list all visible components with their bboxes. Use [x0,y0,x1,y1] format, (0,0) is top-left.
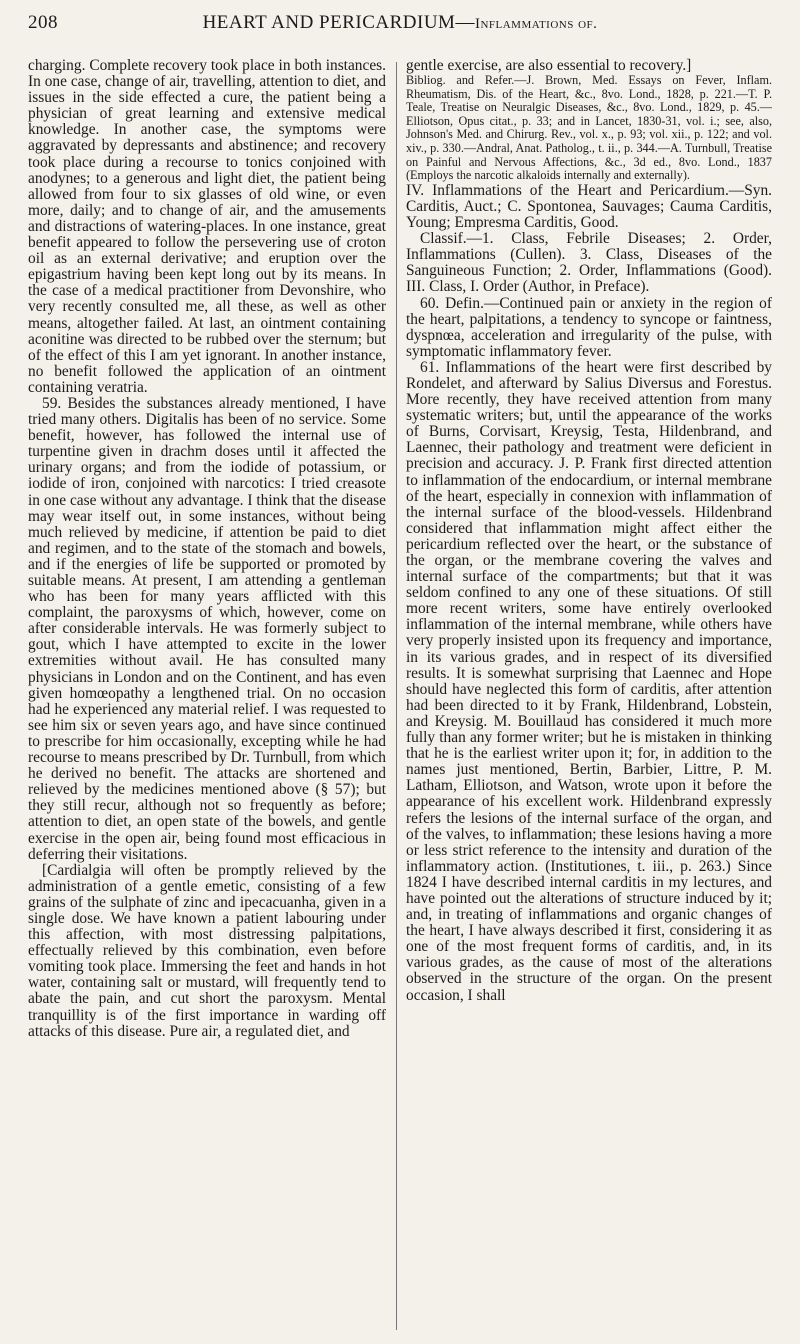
column-divider [396,62,397,1330]
running-title [28,12,772,34]
running-title-main: HEART AND PERICARDIUM— [202,12,475,33]
paragraph-60-definition: 60. Defin.—Continued pain or anxiety in the region of the heart, palpitations, a tendency to syncope or faintness, dyspnœa, acceleration and irregularity of the pulse, with symptomatic inflammatory fever. [406,294,772,360]
right-column [406,58,772,1333]
section-heading-inflammations: IV. Inflammations of the Heart and Pericardium.—Syn. Carditis, Auct.; C. Spontonea, Sauvages; Cauma Carditis, Young; Empresma Carditis, Good. [406,181,772,232]
bibliography-references: Bibliog. and Refer.—J. Brown, Med. Essays on Fever, Inflam. Rheumatism, Dis. of the Heart, &c., 8vo. Lond., 1828, p. 221.—T. P. Teale, Treatise on Neuralgic Diseases, &c., 8vo. Lond., 1829, p. 45.—Elliotson, Opus citat., p. 33; and in Lancet, 1830-31, vol. i.; see, also, Johnson's Med. and Chirurg. Rev., vol. x., p. 93; vol. xii., p. 122; and vol. xiv., p. 330.—Andral, Anat. Patholog., t. ii., p. 344.—A. Turnbull, Treatise on Painful and Nervous Affections, &c., 3d ed., 8vo. Lond., 1837 (Employs the narcotic alkaloids internally and externally). [406,73,772,183]
paragraph-61: 61. Inflammations of the heart were first described by Rondelet, and afterward by Salius Diversus and Forestus. More recently, they have received attention from many systematic writers; but, until the appearance of the works of Burns, Corvisart, Kreysig, Testa, Hildenbrand, and Laennec, their pathology and treatment were deficient in precision and accuracy. J. P. Frank first directed attention to inflammation of the endocardium, or internal membrane of the heart, especially in connexion with inflammation of the internal surface of the blood-vessels. Hildenbrand considered that inflammation might affect either the pericardium reflected over the heart, or the substance of the organ, or the membrane covering the valves and internal surface of the compartments; but that it was seldom confined to any one of these situations. Of still more recent writers, some have entirely overlooked inflammation of the internal membrane, while others have very properly insisted upon its frequency and importance, in its various grades, and in respect of its diversified results. It is somewhat surprising that Laennec and Hope should have neglected this form of carditis, after attention had been directed to it by Frank, Hildenbrand, Lobstein, and Kreysig. M. Bouillaud has considered it much more fully than any former writer; but he is mistaken in thinking that he is the earliest writer upon it; for, in addition to the names just mentioned, Bertin, Barbier, Littre, P. M. Latham, Elliotson, and Watson, wrote upon it before the appearance of his excellent work. Hildenbrand expressly refers the lesions of the internal surface of the organ, and of the valves, to inflammation; these lesions having a more or less strict reference to the intensity and duration of the inflammatory action. (Institutiones, t. iii., p. 263.) Since 1824 I have described internal carditis in my lectures, and have pointed out the alterations of structure induced by it; and, in treating of inflammations and organic changes of the heart, I have always described it first, considering it as one of the most frequent forms of carditis, and, in its various grades, as the cause of most of the alterations observed in the structure of the organ. On the present occasion, I shall [406,358,772,1004]
left-column [28,58,386,1333]
running-header [28,12,772,38]
paragraph-recovery-cases: charging. Complete recovery took place in both instances. In one case, change of air, travelling, attention to diet, and issues in the side effected a cure, the patient being a physician of great learning and extensive medical knowledge. In another case, the symptoms were aggravated by depressants and abstinence; and recovery took place during a recourse to tonics conjoined with anodynes; to a generous and light diet, the patient being allowed from four to six glasses of old wine, or even more, daily; and to change of air, and the amusements and distractions of watering-places. In one instance, great benefit appeared to follow the persevering use of croton oil as an external derivative; and eruption over the epigastrium having been kept long out by its means. In the case of a medical practitioner from Devonshire, who very recently consulted me, all these, as well as other means, altogether failed. At last, an ointment containing aconitine was directed to be rubbed over the sternum; but of the effect of this I am yet ignorant. In another instance, no benefit followed the application of an ointment containing veratria. [28,58,386,396]
running-title-sub: Inflammations of. [474,16,598,32]
classification: Classif.—1. Class, Febrile Diseases; 2. Order, Inflammations (Cullen). 3. Class, Diseases of the Sanguineous Function; 2. Order, Inflammations (Good). III. Class, I. Order (Author, in Preface). [406,230,772,296]
paragraph-cardialgia: [Cardialgia will often be promptly relieved by the administration of a gentle emetic, consisting of a few grains of the sulphate of zinc and ipecacuanha, given in a single dose. We have known a patient labouring under this affection, with most distressing palpitations, effectually relieved by this combination, even before vomiting took place. Immersing the feet and hands in hot water, containing salt or mustard, will frequently tend to abate the pain, and cut short the paroxysm. Mental tranquillity is of the first importance in warding off attacks of this disease. Pure air, a regulated diet, and [28,861,386,1040]
page-number: 208 [28,12,58,33]
paragraph-gentle-exercise: gentle exercise, are also essential to recovery.] [406,58,692,74]
paragraph-59: 59. Besides the substances already mentioned, I have tried many others. Digitalis has been of no service. Some benefit, however, has followed the internal use of turpentine given in drachm doses until it affected the urinary organs; and from the iodide of potassium, or iodide of iron, conjoined with narcotics: I tried creasote in one case without any advantage. I think that the disease may wear itself out, in some instances, without being much relieved by medicine, if attention be paid to diet and regimen, and to the state of the stomach and bowels, and if the energies of life be supported or promoted by suitable means. At present, I am attending a gentleman who has been for many years afflicted with this complaint, the paroxysms of which, however, come on after considerable intervals. He was formerly subject to gout, which I have attempted to excite in the lower extremities without avail. He has consulted many physicians in London and on the Continent, and has even given homœopathy a lengthened trial. On no occasion had he experienced any material relief. I was requested to see him six or seven years ago, and have since continued to prescribe for him occasionally, excepting while he had recourse to means prescribed by Dr. Turnbull, from which he derived no benefit. The attacks are shortened and relieved by the medicines mentioned above (§ 57); but they still recur, although not so frequently as before; attention to diet, an open state of the bowels, and gentle exercise in the open air, being found most efficacious in deferring their visitations. [28,394,386,863]
